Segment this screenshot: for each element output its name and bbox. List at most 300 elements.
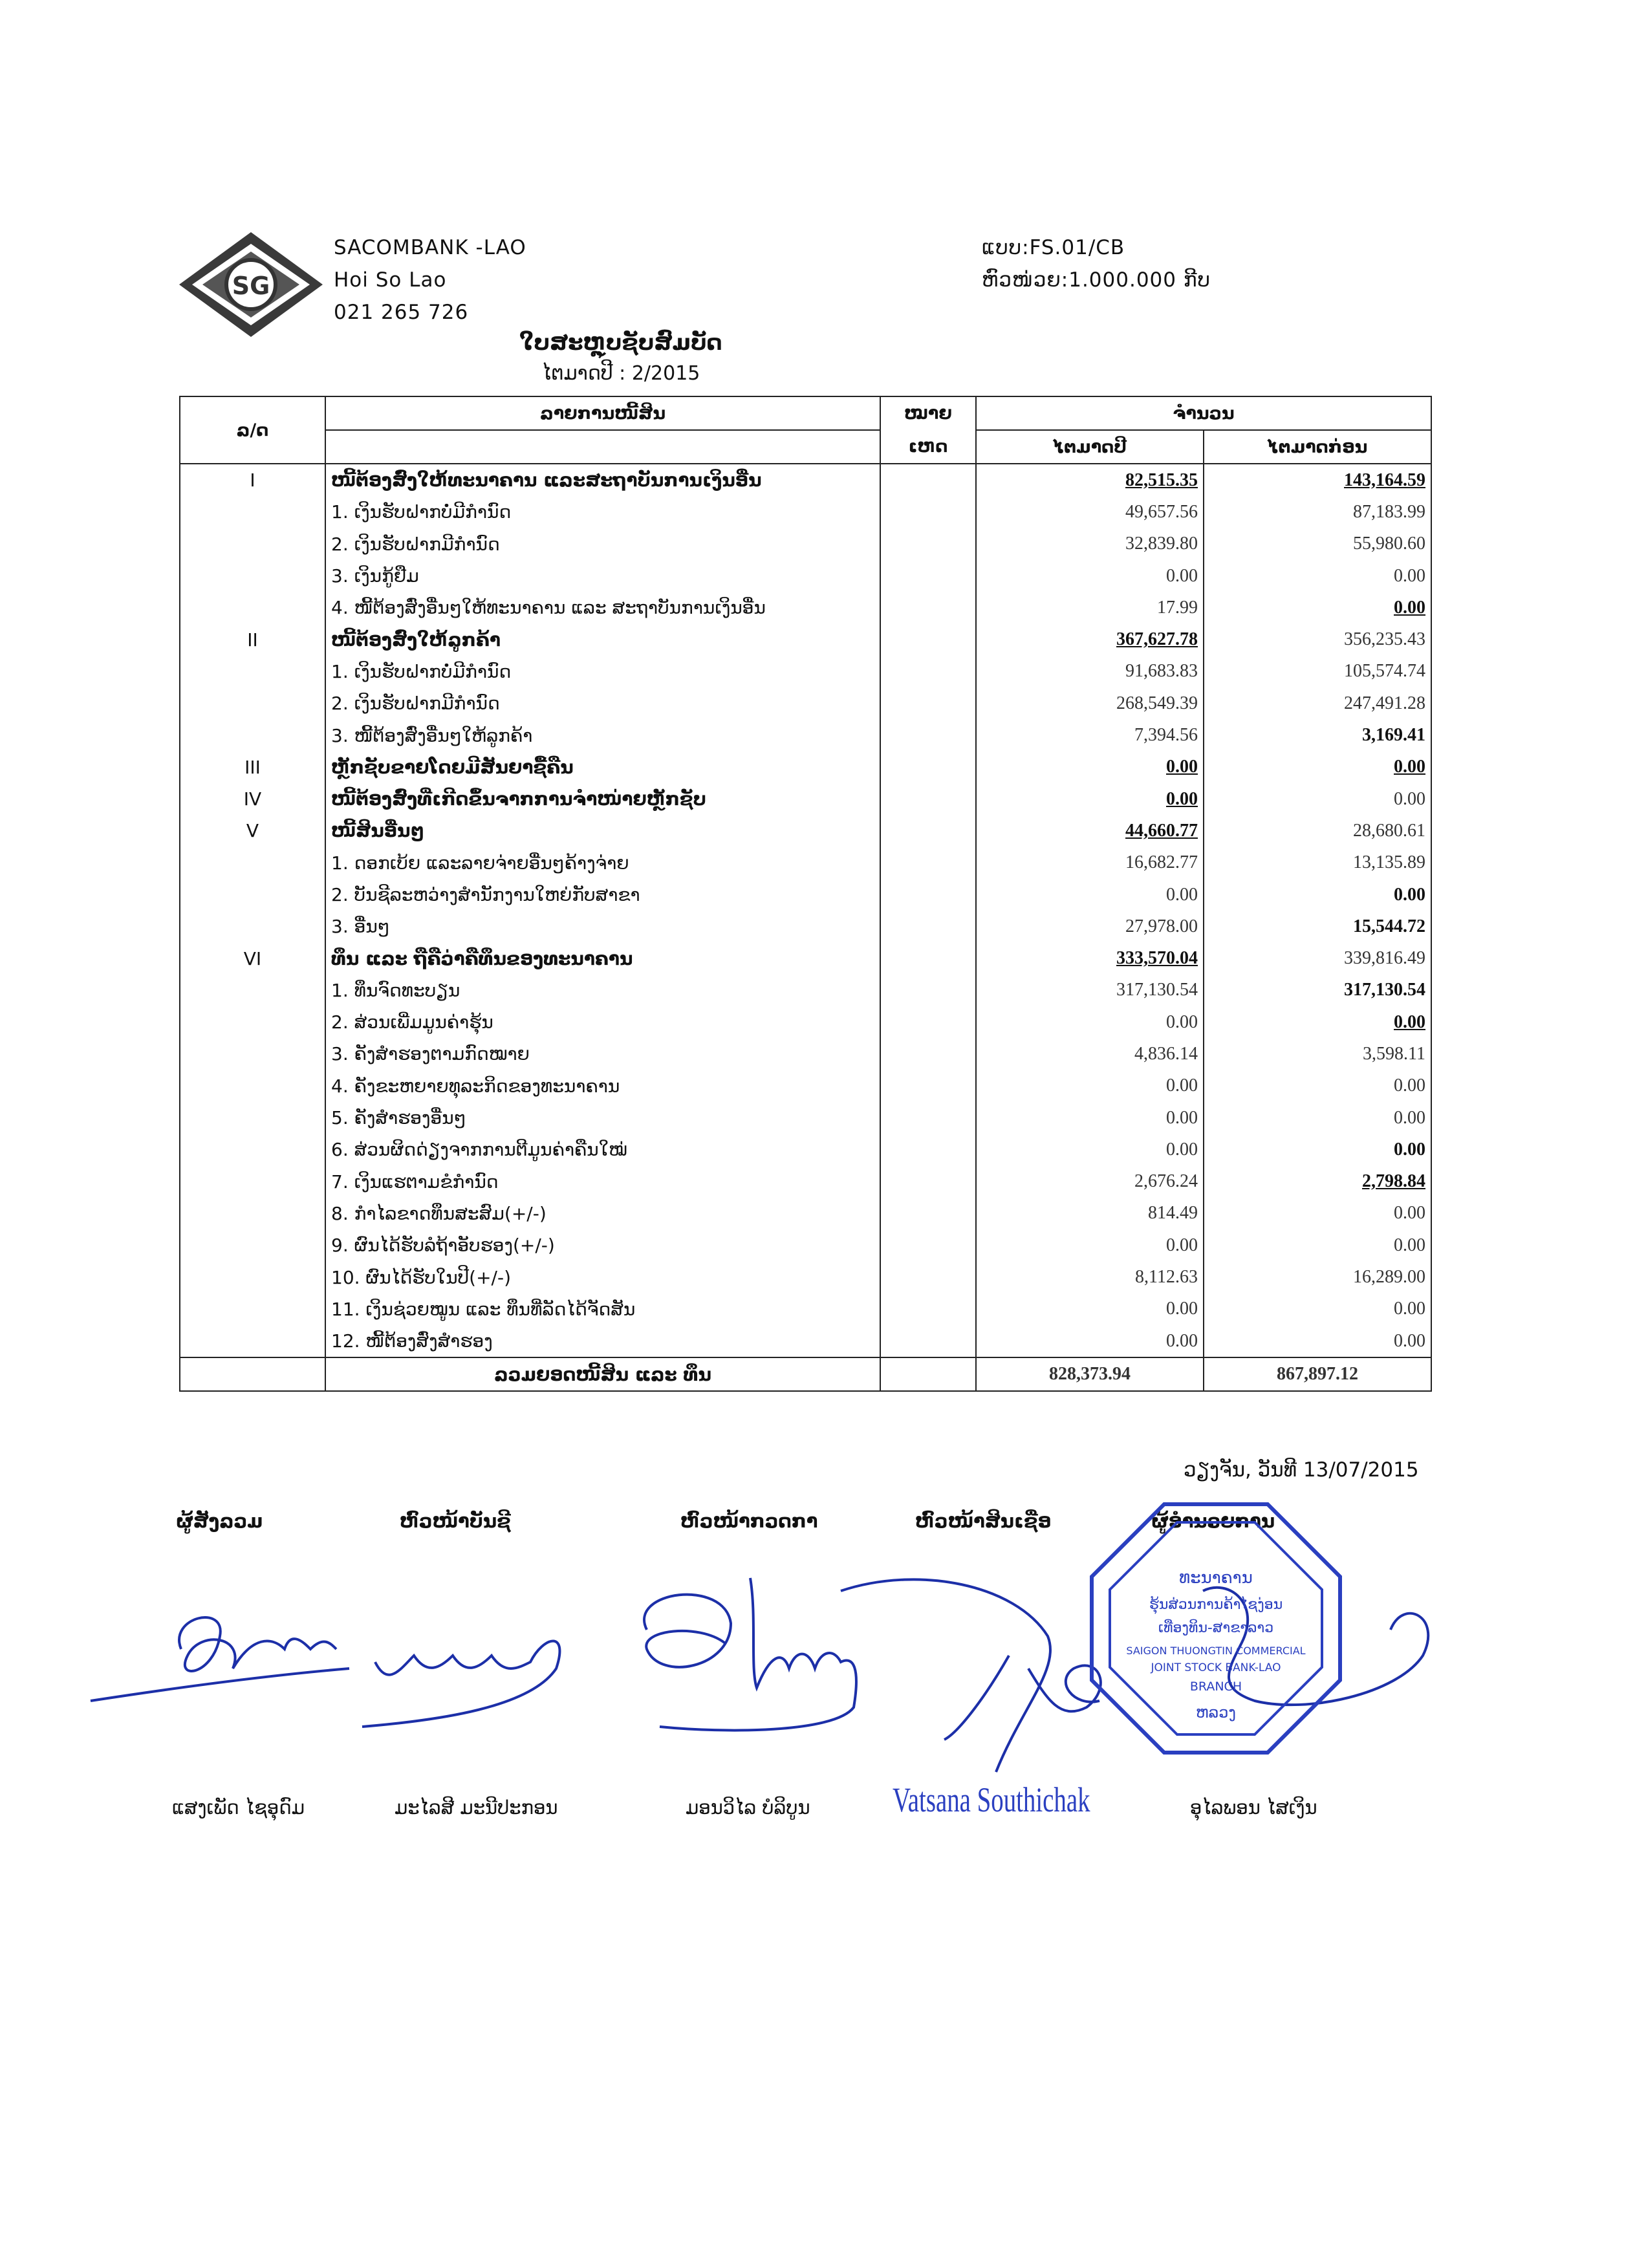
row-previous-value-text: 15,544.72 [1353, 916, 1426, 936]
row-code [180, 1070, 325, 1102]
row-previous-value-text: 317,130.54 [1344, 980, 1426, 1000]
row-current-value [976, 560, 1204, 592]
row-current-value-text: 0.00 [1166, 884, 1198, 905]
document-period: ໄຕມາດປີ : 2/2015 [541, 362, 700, 385]
row-code [180, 464, 325, 496]
row-previous-value [1204, 1293, 1431, 1325]
row-current-value-text: 16,682.77 [1125, 852, 1198, 873]
row-previous-value [1204, 560, 1431, 592]
total-previous: 867,897.12 [1204, 1357, 1431, 1391]
row-item-text: 10. ຜົນໄດ້ຮັບໃນປີ(+/-) [331, 1266, 511, 1288]
row-previous-value [1204, 1038, 1431, 1070]
row-previous-value-text: 16,289.00 [1353, 1267, 1426, 1288]
total-label: ລວມຍອດໜີ້ສິນ ແລະ ທຶນ [325, 1357, 880, 1391]
header-previous: ໄຕມາດກ່ອນ [1204, 430, 1431, 464]
row-code [180, 1038, 325, 1070]
table-row [180, 496, 1431, 528]
row-previous-value [1204, 1261, 1431, 1293]
table-row [180, 592, 1431, 623]
row-current-value [976, 656, 1204, 687]
row-code [180, 879, 325, 911]
signatory-title-chief-accountant: ຫົວໜ້າບັນຊີ [400, 1510, 511, 1532]
row-previous-value [1204, 1070, 1431, 1102]
row-note [880, 1166, 976, 1198]
signature-4 [841, 1579, 1101, 1772]
row-code [180, 1006, 325, 1038]
row-current-value [976, 1102, 1204, 1134]
row-current-value [976, 1261, 1204, 1293]
row-item [325, 496, 880, 528]
row-note [880, 1229, 976, 1261]
row-note [880, 1198, 976, 1229]
row-code-text: V [246, 820, 259, 842]
table-row [180, 1261, 1431, 1293]
row-item [325, 1038, 880, 1070]
row-previous-value [1204, 1006, 1431, 1038]
row-previous-value-text: 0.00 [1394, 1107, 1426, 1128]
row-code [180, 687, 325, 719]
row-previous-value [1204, 1102, 1431, 1134]
row-note [880, 1261, 976, 1293]
row-note [880, 975, 976, 1006]
row-current-value-text: 4,836.14 [1134, 1043, 1198, 1064]
row-note [880, 623, 976, 655]
row-previous-value [1204, 879, 1431, 911]
row-item [325, 1134, 880, 1165]
signatory-title-compiler: ຜູ້ສັງລວມ [176, 1510, 263, 1532]
row-item-text: 2. ບັນຊີລະຫວ່າງສຳນັກງານໃຫຍ່ກັບສາຂາ [331, 884, 640, 905]
row-previous-value [1204, 656, 1431, 687]
row-previous-value-text: 0.00 [1394, 597, 1426, 618]
row-item-text: 12. ໜີ້ຕ້ອງສົ່ງສຳຮອງ [331, 1330, 493, 1352]
row-note [880, 847, 976, 879]
row-item-text: 5. ຄັງສຳຮອງອື່ນໆ [331, 1107, 466, 1129]
table-row [180, 656, 1431, 687]
row-current-value-text: 0.00 [1166, 1107, 1198, 1128]
stamp-line-1: ທະນາຄານ [1179, 1568, 1253, 1588]
row-code [180, 975, 325, 1006]
row-code [180, 1261, 325, 1293]
signature-2 [362, 1641, 559, 1727]
row-code [180, 592, 325, 623]
row-item [325, 528, 880, 560]
row-code [180, 496, 325, 528]
total-current: 828,373.94 [976, 1357, 1204, 1391]
row-note [880, 751, 976, 783]
company-logo [177, 230, 325, 340]
row-current-value [976, 1070, 1204, 1102]
row-item-text: 1. ທຶນຈົດທະບຽນ [331, 979, 460, 1001]
table-row [180, 847, 1431, 879]
row-previous-value [1204, 815, 1431, 847]
row-current-value-text: 17.99 [1157, 597, 1198, 618]
row-current-value-text: 8,112.63 [1135, 1267, 1198, 1288]
row-note [880, 879, 976, 911]
row-previous-value-text: 0.00 [1394, 1075, 1426, 1096]
row-note [880, 942, 976, 974]
table-row [180, 942, 1431, 974]
balance-sheet-table [179, 396, 1432, 1392]
row-item [325, 879, 880, 911]
row-previous-value-text: 105,574.74 [1344, 661, 1426, 682]
row-note [880, 815, 976, 847]
stamp-line-2: ຮຸ້ນສ່ວນການຄ້າໄຊງ່ອນ [1149, 1597, 1283, 1613]
row-current-value-text: 44,660.77 [1125, 820, 1198, 841]
table-row [180, 719, 1431, 751]
row-previous-value-text: 0.00 [1394, 1203, 1426, 1224]
row-item [325, 911, 880, 942]
row-current-value-text: 2,676.24 [1134, 1171, 1198, 1192]
row-current-value [976, 1006, 1204, 1038]
row-item [325, 847, 880, 879]
row-previous-value-text: 247,491.28 [1344, 693, 1426, 713]
company-address: Hoi So Lao [334, 268, 447, 292]
table-row [180, 815, 1431, 847]
row-item [325, 623, 880, 655]
row-previous-value-text: 0.00 [1394, 757, 1426, 777]
row-item [325, 1261, 880, 1293]
signatory-title-inspector: ຫົວໜ້າກວດກາ [680, 1510, 818, 1532]
row-item [325, 687, 880, 719]
row-item-text: ໜີ້ຕ້ອງສົ່ງໃຫ້ທະນາຄານ ແລະສະຖາບັນການເງິນອື່ນ [331, 470, 762, 491]
row-code-text: VI [243, 947, 262, 969]
row-current-value [976, 1325, 1204, 1357]
row-item [325, 656, 880, 687]
row-note [880, 592, 976, 623]
row-previous-value [1204, 528, 1431, 560]
row-item [325, 942, 880, 974]
stamp-line-4: SAIGON THUONGTIN COMMERCIAL [1126, 1645, 1306, 1657]
table-total-row [180, 1357, 1431, 1391]
row-code [180, 751, 325, 783]
table-row [180, 1198, 1431, 1229]
company-phone: 021 265 726 [334, 301, 469, 324]
row-current-value-text: 0.00 [1166, 565, 1198, 586]
row-previous-value [1204, 751, 1431, 783]
row-current-value [976, 942, 1204, 974]
row-item [325, 1070, 880, 1102]
row-item-text: 11. ເງິນຊ່ວຍໝູນ ແລະ ທຶນທີ່ລັດໄດ້ຈັດສັນ [331, 1298, 636, 1320]
row-previous-value-text: 87,183.99 [1353, 501, 1426, 522]
row-current-value [976, 1134, 1204, 1165]
form-code: ແບບ:FS.01/CB [982, 236, 1125, 259]
signatory-title-credit-head: ຫົວໜ້າສິນເຊື່ອ [915, 1510, 1052, 1532]
table-row [180, 1070, 1431, 1102]
row-current-value [976, 592, 1204, 623]
row-current-value [976, 1198, 1204, 1229]
signature-1 [91, 1617, 349, 1701]
row-item-text: 4. ຄັງຂະຫຍາຍທຸລະກິດຂອງທະນາຄານ [331, 1075, 620, 1097]
table-row [180, 1229, 1431, 1261]
row-item [325, 815, 880, 847]
signature-3 [644, 1578, 856, 1731]
table-row [180, 1006, 1431, 1038]
row-current-value-text: 814.49 [1148, 1203, 1198, 1224]
row-current-value-text: 367,627.78 [1116, 629, 1198, 650]
row-current-value [976, 911, 1204, 942]
row-item-text: ຫຼັກຊັບຂາຍໂດຍມີສັນຍາຊື້ຄືນ [331, 756, 574, 778]
row-note [880, 1070, 976, 1102]
row-previous-value [1204, 1198, 1431, 1229]
table-header-row-1 [180, 396, 1431, 430]
table-row [180, 911, 1431, 942]
row-current-value [976, 687, 1204, 719]
row-code-text: III [244, 756, 261, 778]
row-previous-value-text: 0.00 [1394, 1299, 1426, 1319]
table-row [180, 528, 1431, 560]
row-current-value-text: 0.00 [1166, 1139, 1198, 1160]
row-current-value [976, 623, 1204, 655]
row-item-text: 2. ເງິນຮັບຝາກມີກຳນົດ [331, 693, 500, 715]
row-previous-value [1204, 1166, 1431, 1198]
row-item [325, 560, 880, 592]
row-previous-value [1204, 975, 1431, 1006]
table-row [180, 464, 1431, 496]
row-note [880, 528, 976, 560]
date-line: ວຽງຈັນ, ວັນທີ 13/07/2015 [1184, 1458, 1419, 1482]
row-current-value-text: 0.00 [1166, 1330, 1198, 1351]
row-note [880, 464, 976, 496]
row-previous-value-text: 28,680.61 [1353, 820, 1426, 841]
row-item [325, 1198, 880, 1229]
row-item-text: 3. ອື່ນໆ [331, 916, 390, 938]
row-current-value [976, 1229, 1204, 1261]
official-stamp [1087, 1499, 1345, 1758]
row-item-text: 6. ສ່ວນຜິດດ່ຽງຈາກການຕີມູນຄ່າຄືນໃໝ່ [331, 1139, 627, 1161]
stamp-line-5: JOINT STOCK BANK-LAO [1151, 1661, 1281, 1674]
table-row [180, 1102, 1431, 1134]
row-code [180, 815, 325, 847]
document-title: ໃບສະຫຼຸບຊັບສົມບັດ [519, 330, 722, 356]
row-previous-value-text: 13,135.89 [1353, 852, 1426, 873]
table-row [180, 783, 1431, 815]
row-current-value-text: 27,978.00 [1125, 916, 1198, 936]
table-row [180, 879, 1431, 911]
row-item [325, 1006, 880, 1038]
row-current-value-text: 7,394.56 [1134, 725, 1198, 746]
row-previous-value [1204, 464, 1431, 496]
header-note-top: ໝາຍ [880, 396, 976, 430]
header-item-blank [325, 430, 880, 464]
row-current-value [976, 1038, 1204, 1070]
signatory-title-director: ຜູ້ອຳນວຍການ [1151, 1510, 1275, 1532]
row-item-text: 3. ຄັງສຳຮອງຕາມກົດໝາຍ [331, 1043, 530, 1065]
row-previous-value-text: 55,980.60 [1353, 534, 1426, 554]
row-item-text: 1. ເງິນຮັບຝາກບໍ່ມີກຳນົດ [331, 501, 512, 523]
row-item-text: ໜີ້ສິນອື່ນໆ [331, 820, 424, 842]
svg-text:SG: SG [232, 272, 270, 300]
signatory-name-director: ອຸໄລພອນ ໄສເງິນ [1190, 1797, 1317, 1819]
row-previous-value [1204, 911, 1431, 942]
row-item [325, 464, 880, 496]
row-current-value [976, 847, 1204, 879]
row-previous-value [1204, 719, 1431, 751]
row-previous-value-text: 0.00 [1394, 1139, 1426, 1160]
row-code [180, 560, 325, 592]
row-current-value [976, 751, 1204, 783]
table-row [180, 623, 1431, 655]
row-code [180, 1325, 325, 1357]
row-code [180, 1134, 325, 1165]
row-current-value-text: 268,549.39 [1116, 693, 1198, 713]
row-current-value [976, 815, 1204, 847]
row-previous-value [1204, 1134, 1431, 1165]
table-row [180, 975, 1431, 1006]
row-item [325, 719, 880, 751]
row-code [180, 911, 325, 942]
row-note [880, 656, 976, 687]
row-previous-value [1204, 496, 1431, 528]
row-code [180, 1166, 325, 1198]
row-code [180, 942, 325, 974]
row-item-text: 4. ໜີ້ຕ້ອງສົ່ງອື່ນໆໃຫ້ທະນາຄານ ແລະ ສະຖາບັນການເງິນອື່ນ [331, 597, 766, 619]
header-item: ລາຍການໜີ້ສິນ [325, 396, 880, 430]
row-current-value-text: 49,657.56 [1125, 501, 1198, 522]
table-row [180, 1134, 1431, 1165]
row-code [180, 847, 325, 879]
row-item [325, 1325, 880, 1357]
row-item [325, 975, 880, 1006]
row-current-value [976, 496, 1204, 528]
row-code [180, 1102, 325, 1134]
row-current-value [976, 975, 1204, 1006]
row-code-text: I [250, 470, 255, 491]
row-current-value [976, 1166, 1204, 1198]
row-code [180, 1198, 325, 1229]
row-current-value-text: 0.00 [1166, 788, 1198, 809]
row-code-text: IV [243, 788, 262, 810]
row-current-value-text: 0.00 [1166, 1075, 1198, 1096]
row-previous-value [1204, 623, 1431, 655]
row-previous-value [1204, 592, 1431, 623]
row-previous-value [1204, 783, 1431, 815]
row-previous-value [1204, 847, 1431, 879]
row-previous-value-text: 3,598.11 [1363, 1043, 1426, 1064]
row-code [180, 623, 325, 655]
row-item [325, 592, 880, 623]
row-note [880, 1134, 976, 1165]
row-previous-value-text: 356,235.43 [1344, 629, 1426, 650]
row-previous-value [1204, 687, 1431, 719]
row-current-value [976, 719, 1204, 751]
row-current-value-text: 333,570.04 [1116, 948, 1198, 969]
form-unit: ຫົວໜ່ວຍ:1.000.000 ກີບ [982, 268, 1211, 292]
row-current-value-text: 0.00 [1166, 1299, 1198, 1319]
row-item-text: 1. ເງິນຮັບຝາກບໍ່ມີກຳນົດ [331, 660, 512, 682]
header-amount: ຈຳນວນ [976, 396, 1431, 430]
row-item [325, 751, 880, 783]
row-current-value-text: 82,515.35 [1125, 470, 1198, 490]
row-current-value-text: 32,839.80 [1125, 534, 1198, 554]
row-previous-value-text: 0.00 [1394, 788, 1426, 809]
signatory-name-inspector: ມອນວິໄລ ບໍລິບູນ [686, 1797, 810, 1819]
row-item [325, 1166, 880, 1198]
table-row [180, 687, 1431, 719]
row-item-text: ທຶນ ແລະ ຖືຄືວ່າຄືທຶນຂອງທະນາຄານ [331, 947, 633, 969]
row-previous-value [1204, 1229, 1431, 1261]
row-item-text: ໜີ້ຕ້ອງສົ່ງໃຫ້ລູກຄ້າ [331, 629, 501, 651]
row-item-text: 8. ກຳໄລຂາດທຶນສະສົມ(+/-) [331, 1202, 547, 1224]
row-item-text: 7. ເງິນແຮຕາມຂໍກຳນົດ [331, 1171, 499, 1193]
row-note [880, 1293, 976, 1325]
row-code [180, 783, 325, 815]
row-current-value-text: 0.00 [1166, 1235, 1198, 1255]
row-item-text: 3. ເງິນກູ້ຢືມ [331, 565, 419, 587]
row-item [325, 783, 880, 815]
row-item-text: 9. ຜົນໄດ້ຮັບລໍຖ້າອັບຮອງ(+/-) [331, 1235, 555, 1257]
table-row [180, 1166, 1431, 1198]
row-note [880, 783, 976, 815]
row-item [325, 1102, 880, 1134]
row-item [325, 1293, 880, 1325]
row-previous-value-text: 339,816.49 [1344, 948, 1426, 969]
row-code [180, 719, 325, 751]
row-code [180, 656, 325, 687]
row-current-value [976, 1293, 1204, 1325]
row-code [180, 1293, 325, 1325]
header-current: ໄຕມາດປີ [976, 430, 1204, 464]
row-previous-value-text: 3,169.41 [1362, 725, 1426, 746]
row-note [880, 1038, 976, 1070]
row-item-text: 2. ເງິນຮັບຝາກມີກຳນົດ [331, 533, 500, 555]
header-note-bottom: ເຫດ [880, 430, 976, 464]
stamp-line-6: BRANCH [1189, 1679, 1242, 1694]
company-name: SACOMBANK -LAO [334, 236, 526, 259]
total-blank [180, 1357, 325, 1391]
row-current-value [976, 528, 1204, 560]
row-code [180, 1229, 325, 1261]
row-note [880, 911, 976, 942]
row-item-text: ໜີ້ຕ້ອງສົ່ງທີ່ເກີດຂຶ້ນຈາກການຈຳໜ່າຍຫຼັກຊັບ [331, 788, 706, 810]
row-previous-value-text: 0.00 [1394, 1011, 1426, 1032]
row-previous-value-text: 0.00 [1394, 565, 1426, 586]
row-item-text: 1. ດອກເບ້ຍ ແລະລາຍຈ່າຍອື່ນໆຄ້າງຈ່າຍ [331, 852, 629, 874]
row-previous-value-text: 0.00 [1394, 1235, 1426, 1255]
table-row [180, 1325, 1431, 1357]
row-current-value [976, 879, 1204, 911]
row-current-value-text: 0.00 [1166, 1011, 1198, 1032]
row-current-value [976, 464, 1204, 496]
row-current-value-text: 317,130.54 [1116, 980, 1198, 1000]
row-item-text: 2. ສ່ວນເພີ່ມມູນຄ່າຮຸ້ນ [331, 1011, 493, 1033]
row-note [880, 1006, 976, 1038]
row-item [325, 1229, 880, 1261]
signatory-name-compiler: ແສງເພັດ ໄຊອຸດົມ [172, 1797, 305, 1819]
row-note [880, 1102, 976, 1134]
stamp-line-3: ເທືອງທິນ-ສາຂາລາວ [1158, 1620, 1274, 1636]
row-previous-value-text: 143,164.59 [1344, 470, 1426, 490]
row-previous-value-text: 0.00 [1394, 884, 1426, 905]
row-note [880, 687, 976, 719]
row-current-value-text: 0.00 [1166, 757, 1198, 777]
row-note [880, 496, 976, 528]
row-item-text: 3. ໜີ້ຕ້ອງສົ່ງອື່ນໆໃຫ້ລູກຄ້າ [331, 724, 533, 746]
table-header-row-2 [180, 430, 1431, 464]
row-previous-value-text: 2,798.84 [1362, 1171, 1426, 1192]
row-note [880, 719, 976, 751]
signatory-name-chief-accountant: ມະໄລສີ ມະນີປະກອນ [395, 1797, 558, 1819]
row-current-value [976, 783, 1204, 815]
signatory-name-credit-head: Vatsana Southichak [893, 1780, 1090, 1819]
table-row [180, 751, 1431, 783]
total-note [880, 1357, 976, 1391]
table-row [180, 560, 1431, 592]
stamp-line-7: ຫລວງ [1196, 1703, 1236, 1722]
row-code-text: II [247, 629, 258, 651]
row-code [180, 528, 325, 560]
row-note [880, 1325, 976, 1357]
table-row [180, 1038, 1431, 1070]
